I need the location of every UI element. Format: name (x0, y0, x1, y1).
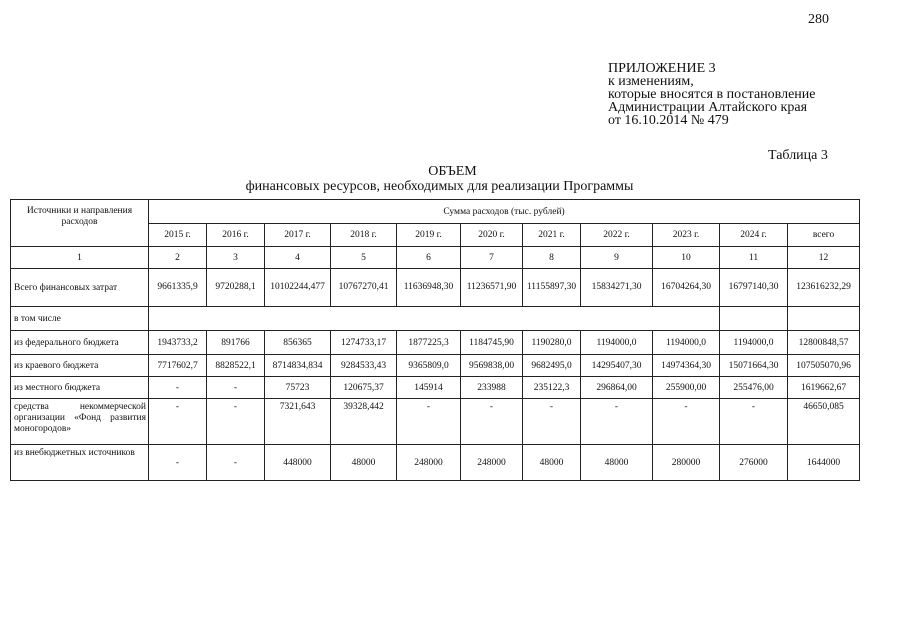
column-number: 7 (461, 247, 523, 269)
value-cell: - (523, 399, 581, 445)
empty-cell (397, 307, 461, 331)
value-cell: 235122,3 (523, 377, 581, 399)
sum-header: Сумма расходов (тыс. рублей) (149, 200, 860, 224)
year-header: всего (788, 224, 860, 247)
empty-cell (331, 307, 397, 331)
year-header: 2016 г. (207, 224, 265, 247)
page-number: 280 (808, 12, 829, 27)
empty-cell (653, 307, 720, 331)
table-row (11, 355, 860, 377)
value-cell: 1644000 (788, 445, 860, 481)
value-cell: 7321,643 (265, 399, 331, 445)
empty-cell (581, 307, 653, 331)
table-row (11, 445, 860, 481)
value-cell: 233988 (461, 377, 523, 399)
value-cell: 1184745,90 (461, 331, 523, 355)
column-number: 2 (149, 247, 207, 269)
value-cell: - (720, 399, 788, 445)
value-cell: 248000 (397, 445, 461, 481)
empty-cell (207, 307, 265, 331)
appendix-line: которые вносятся в постановление (608, 87, 816, 102)
row-label: средства некоммерческой организации «Фонд развития моногородов» (11, 399, 149, 445)
value-cell: - (581, 399, 653, 445)
value-cell: 1274733,17 (331, 331, 397, 355)
empty-cell (265, 307, 331, 331)
value-cell: 9682495,0 (523, 355, 581, 377)
table-row (11, 331, 860, 355)
empty-cell (788, 307, 860, 331)
appendix-line: к изменениям, (608, 74, 694, 89)
value-cell: 891766 (207, 331, 265, 355)
value-cell: 856365 (265, 331, 331, 355)
value-cell: 16797140,30 (720, 269, 788, 307)
appendix-title: ПРИЛОЖЕНИЕ 3 (608, 61, 716, 76)
year-header: 2015 г. (149, 224, 207, 247)
value-cell: 107505070,96 (788, 355, 860, 377)
appendix-line: Администрации Алтайского края (608, 100, 808, 115)
empty-cell (149, 307, 207, 331)
row-label: из внебюджетных источников (11, 445, 149, 481)
appendix-block (608, 62, 816, 127)
value-cell: 48000 (331, 445, 397, 481)
column-number: 10 (653, 247, 720, 269)
value-cell: 14974364,30 (653, 355, 720, 377)
empty-cell (523, 307, 581, 331)
value-cell: 255476,00 (720, 377, 788, 399)
value-cell: 9569838,00 (461, 355, 523, 377)
year-header: 2023 г. (653, 224, 720, 247)
value-cell: - (149, 445, 207, 481)
appendix-line: от 16.10.2014 № 479 (608, 113, 729, 128)
heading-line-1: ОБЪЕМ (428, 164, 477, 179)
value-cell: 1877225,3 (397, 331, 461, 355)
value-cell: 48000 (581, 445, 653, 481)
value-cell: - (207, 377, 265, 399)
value-cell: 8714834,834 (265, 355, 331, 377)
value-cell: 75723 (265, 377, 331, 399)
value-cell: 10767270,41 (331, 269, 397, 307)
empty-cell (461, 307, 523, 331)
column-number: 9 (581, 247, 653, 269)
table-row (11, 377, 860, 399)
year-header: 2017 г. (265, 224, 331, 247)
value-cell: 248000 (461, 445, 523, 481)
value-cell: - (397, 399, 461, 445)
value-cell: 9661335,9 (149, 269, 207, 307)
value-cell: 1619662,67 (788, 377, 860, 399)
empty-cell (720, 307, 788, 331)
value-cell: 120675,37 (331, 377, 397, 399)
row-label: из местного бюджета (11, 377, 149, 399)
value-cell: 14295407,30 (581, 355, 653, 377)
value-cell: - (461, 399, 523, 445)
table-row (11, 399, 860, 445)
table-label: Таблица 3 (768, 148, 828, 163)
value-cell: 11236571,90 (461, 269, 523, 307)
value-cell: 7717602,7 (149, 355, 207, 377)
value-cell: 123616232,29 (788, 269, 860, 307)
year-header: 2020 г. (461, 224, 523, 247)
year-header: 2024 г. (720, 224, 788, 247)
row-label: в том числе (11, 307, 149, 331)
value-cell: 15071664,30 (720, 355, 788, 377)
year-header: 2021 г. (523, 224, 581, 247)
row-label: из федерального бюджета (11, 331, 149, 355)
value-cell: 1194000,0 (581, 331, 653, 355)
value-cell: - (207, 399, 265, 445)
value-cell: 39328,442 (331, 399, 397, 445)
year-header: 2018 г. (331, 224, 397, 247)
table-row (11, 307, 860, 331)
column-number: 1 (11, 247, 149, 269)
year-header: 2022 г. (581, 224, 653, 247)
value-cell: - (149, 399, 207, 445)
value-cell: 9284533,43 (331, 355, 397, 377)
value-cell: 145914 (397, 377, 461, 399)
column-number: 6 (397, 247, 461, 269)
year-header: 2019 г. (397, 224, 461, 247)
financing-table (10, 199, 860, 481)
value-cell: 1194000,0 (653, 331, 720, 355)
value-cell: 1943733,2 (149, 331, 207, 355)
value-cell: 8828522,1 (207, 355, 265, 377)
value-cell: 276000 (720, 445, 788, 481)
value-cell: 9720288,1 (207, 269, 265, 307)
column-number: 12 (788, 247, 860, 269)
value-cell: 280000 (653, 445, 720, 481)
row-label: Всего финансовых затрат (11, 269, 149, 307)
column-number: 11 (720, 247, 788, 269)
value-cell: - (149, 377, 207, 399)
source-header: Источники и направления расходов (11, 200, 149, 247)
column-number: 5 (331, 247, 397, 269)
value-cell: 9365809,0 (397, 355, 461, 377)
table-row (11, 269, 860, 307)
value-cell: 11155897,30 (523, 269, 581, 307)
value-cell: 48000 (523, 445, 581, 481)
value-cell: 12800848,57 (788, 331, 860, 355)
value-cell: 296864,00 (581, 377, 653, 399)
value-cell: - (207, 445, 265, 481)
column-number: 8 (523, 247, 581, 269)
value-cell: 255900,00 (653, 377, 720, 399)
value-cell: - (653, 399, 720, 445)
value-cell: 46650,085 (788, 399, 860, 445)
value-cell: 1190280,0 (523, 331, 581, 355)
column-number: 3 (207, 247, 265, 269)
column-number: 4 (265, 247, 331, 269)
value-cell: 15834271,30 (581, 269, 653, 307)
row-label: из краевого бюджета (11, 355, 149, 377)
value-cell: 448000 (265, 445, 331, 481)
value-cell: 16704264,30 (653, 269, 720, 307)
value-cell: 11636948,30 (397, 269, 461, 307)
value-cell: 1194000,0 (720, 331, 788, 355)
document-heading (0, 164, 905, 194)
value-cell: 10102244,477 (265, 269, 331, 307)
heading-line-2: финансовых ресурсов, необходимых для реализации Программы (245, 179, 634, 194)
